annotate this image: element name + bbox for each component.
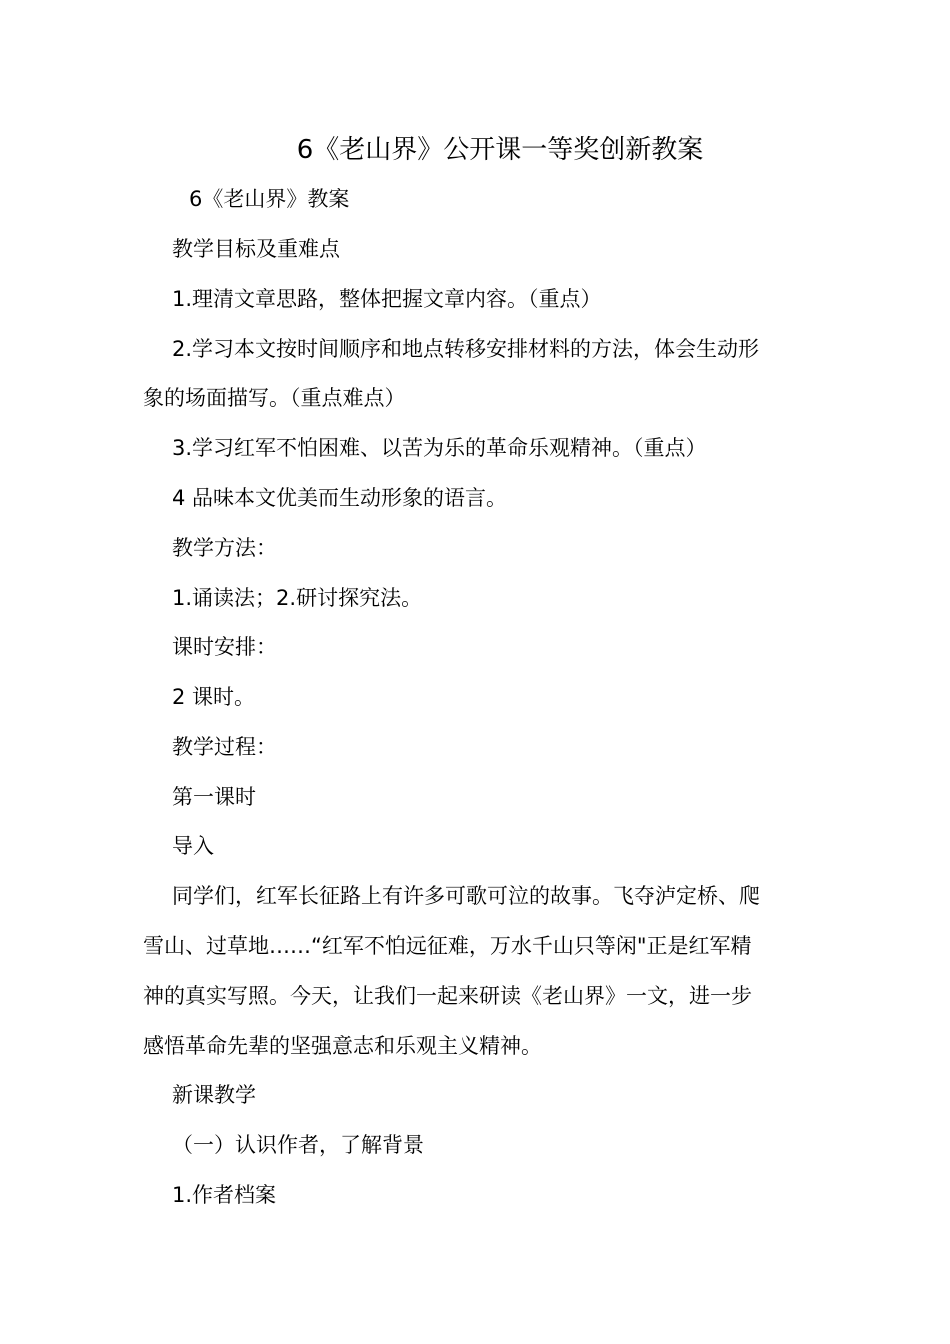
author-file-heading: 1.作者档案 [172,1183,277,1207]
intro-paragraph-line: 神的真实写照。今天，让我们一起来研读《老山界》一文，进一步 [143,984,752,1008]
schedule-heading: 课时安排： [172,635,277,659]
new-lesson-heading: 新课教学 [172,1083,256,1107]
methods-text: 1.诵读法；2.研讨探究法。 [172,586,423,610]
schedule-text: 2 课时。 [172,685,256,709]
intro-paragraph-line: 雪山、过草地……“红军不怕远征难，万水千山只等闲"正是红军精 [143,934,752,958]
goal-item: 2.学习本文按时间顺序和地点转移安排材料的方法，体会生动形 [172,337,760,361]
goal-item: 4 品味本文优美而生动形象的语言。 [172,486,508,510]
lesson-one-heading: 第一课时 [172,785,256,809]
goal-item: 1.理清文章思路，整体把握文章内容。（重点） [172,287,602,311]
section-one-heading: （一）认识作者，了解背景 [172,1133,424,1157]
intro-paragraph-line: 感悟革命先辈的坚强意志和乐观主义精神。 [143,1034,542,1058]
goal-item: 3.学习红军不怕困难、以苦为乐的革命乐观精神。（重点） [172,436,707,460]
method-heading: 教学方法： [172,536,277,560]
process-heading: 教学过程： [172,735,277,759]
goals-heading: 教学目标及重难点 [172,237,340,261]
subtitle: 6《老山界》教案 [189,187,350,211]
page-title: 6《老山界》公开课一等奖创新教案 [296,135,704,165]
intro-paragraph-line: 同学们，红军长征路上有许多可歌可泣的故事。飞夺泸定桥、爬 [172,884,760,908]
intro-heading: 导入 [172,834,214,858]
goal-item-continuation: 象的场面描写。（重点难点） [143,386,406,410]
